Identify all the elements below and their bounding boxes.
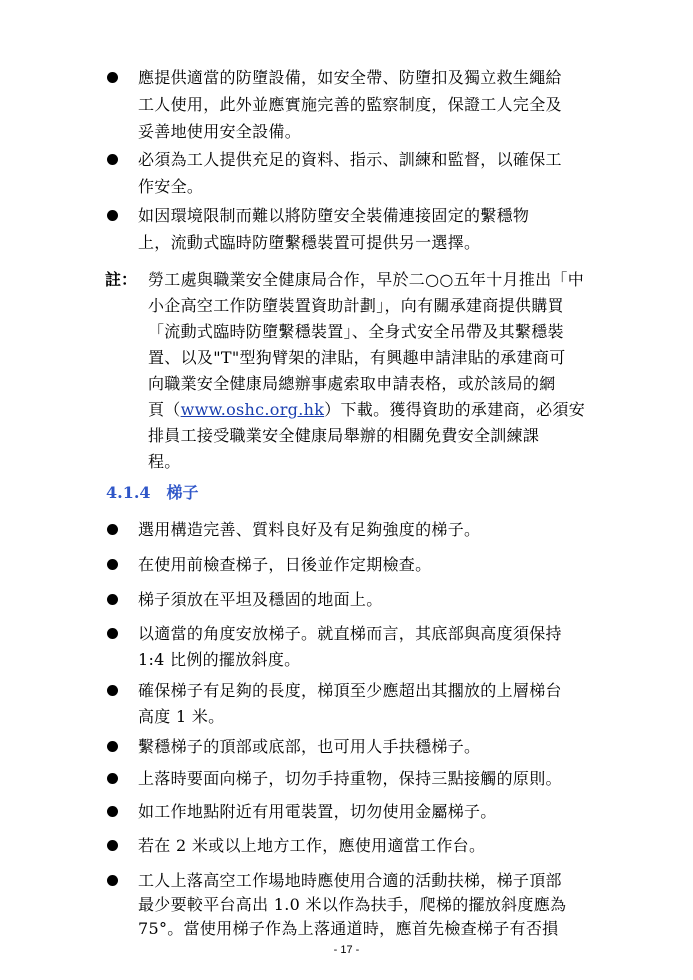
bullet-dot [107,524,118,535]
note-line: 「流動式臨時防墮繫穩裝置」、全身式安全吊帶及其繫穩裝 [148,322,564,341]
note-line: 勞工處與職業安全健康局合作，早於二○○五年十月推出「中 [148,270,585,289]
bullet-line: 上落時要面向梯子，切勿手持重物，保持三點接觸的原則。 [138,769,562,788]
note-line: 向職業安全健康局總辦事處索取申請表格，或於該局的網 [148,374,556,393]
bullet-dot [107,210,118,221]
bullet-line: 以適當的角度安放梯子。就直梯而言，其底部與高度須保持 [138,624,562,643]
bullet-dot [107,741,118,752]
bullet-line: 工人上落高空工作場地時應使用合適的活動扶梯，梯子頂部 [138,871,562,890]
bullet-line: 作安全。 [138,177,204,196]
bullet-dot [107,875,118,886]
bullet-line: 必須為工人提供充足的資料、指示、訓練和監督，以確保工 [138,150,562,169]
bullet-dot [107,773,118,784]
link-suffix: ）下載。獲得資助的承建商，必須安 [324,400,585,419]
bullet-line: 如工作地點附近有用電裝置，切勿使用金屬梯子。 [138,802,497,821]
bullet-dot [107,685,118,696]
bullet-dot [107,806,118,817]
note-line: 置、以及"T"型狗臂架的津貼，有興趣申請津貼的承建商可 [148,348,566,367]
note-line: 小企高空工作防墮裝置資助計劃」，向有關承建商提供購買 [148,296,564,315]
section-number: 4.1.4 [106,483,151,502]
note-line: 程。 [148,452,181,471]
note-label: 註： [105,270,138,289]
bullet-dot [107,840,118,851]
bullet-line: 1:4 比例的擺放斜度。 [138,650,301,669]
bullet-dot [107,594,118,605]
section-heading [106,481,199,505]
bullet-line: 繫穩梯子的頂部或底部，也可用人手扶穩梯子。 [138,737,481,756]
bullet-line: 高度 1 米。 [138,707,225,726]
link-prefix: 頁（ [148,400,181,419]
bullet-line: 75°。當使用梯子作為上落通道時，應首先檢查梯子有否損 [138,919,559,938]
note-line-with-link [148,398,585,422]
bullet-line: 應提供適當的防墮設備，如安全帶、防墮扣及獨立救生繩給 [138,68,562,87]
page-number: - 17 - [333,944,360,956]
bullet-line: 確保梯子有足夠的長度，梯頂至少應超出其擱放的上層梯台 [138,681,562,700]
bullet-line: 在使用前檢查梯子，日後並作定期檢查。 [138,555,432,574]
bullet-line: 最少要較平台高出 1.0 米以作為扶手，爬梯的擺放斜度應為 [138,895,567,914]
bullet-dot [107,559,118,570]
bullet-line: 如因環境限制而難以將防墮安全裝備連接固定的繫穩物 [138,206,530,225]
bullet-dot [107,628,118,639]
bullet-line: 妥善地使用安全設備。 [138,122,302,141]
bullet-line: 工人使用，此外並應實施完善的監察制度，保證工人完全及 [138,95,562,114]
bullet-dot [107,154,118,165]
note-line: 排員工接受職業安全健康局舉辦的相關免費安全訓練課 [148,426,540,445]
bullet-dot [107,72,118,83]
bullet-line: 上，流動式臨時防墮繫穩裝置可提供另一選擇。 [138,233,481,252]
section-title: 梯子 [166,483,199,502]
bullet-line: 梯子須放在平坦及穩固的地面上。 [138,590,383,609]
oshc-website-link[interactable]: www.oshc.org.hk [180,400,325,419]
bullet-line: 若在 2 米或以上地方工作，應使用適當工作台。 [138,836,486,855]
bullet-line: 選用構造完善、質料良好及有足夠強度的梯子。 [138,520,481,539]
